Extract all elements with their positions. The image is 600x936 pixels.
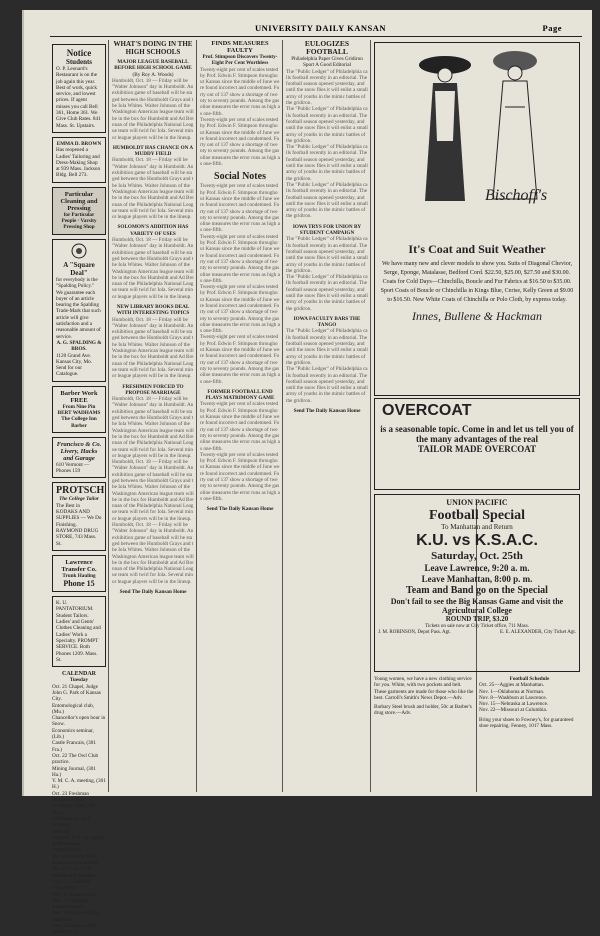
column-measures bbox=[200, 40, 280, 792]
solomon-subhead: SOLOMON'S ADDITION HAS VARIETY OF USES bbox=[117, 224, 189, 237]
coat-title: It's Coat and Suit Weather bbox=[408, 242, 546, 256]
calendar-row: El Ateneo Club, (301 Fra.) bbox=[52, 803, 97, 816]
calendar-row: Nov. 13 Kansas Club. bbox=[52, 891, 98, 898]
union-pacific-ad bbox=[374, 494, 580, 672]
calendar-row: Nov. 15 Jayhawk Nebraska game. bbox=[52, 897, 88, 911]
football-schedule-title: Football Schedule bbox=[509, 676, 550, 682]
francisco-addr: 610 Vermont — Phones 159 bbox=[56, 461, 90, 475]
matrimony-body-2: Twenty-eight per cent of scales tested by Prof. Edwin F. Stimpson throughout Kansas since the middle of June were found incorrect and condemned. Forty out of 137 show a shortage of twenty to seventy pounds. Among the gasoline measures the error runs as high as one-fifth. bbox=[200, 451, 280, 502]
square-deal-text: for everybody is the "Spalding Policy." We guarantee each buyer of an article bearing the Spalding Trade-Mark that such article will give satisfaction and a reasonable amount of service. bbox=[56, 276, 101, 340]
baseball-subhead: MAJOR LEAGUE BASEBALL BEFORE HIGH SCHOOL GAME bbox=[114, 59, 192, 72]
high-schools-headline: WHAT'S DOING IN THE HIGH SCHOOLS bbox=[113, 40, 193, 56]
football-headline: EULOGIZES FOOTBALL bbox=[304, 39, 350, 56]
spalding-name: A. G. SPALDING & BROS. bbox=[56, 339, 102, 353]
article-body-5: Humboldt, Oct. 18 — Friday will be "Walter Johnson" day in Humboldt. An exhibition game of baseball will be staged between the Humboldt Grays and the Iola Whites. Walter Johnson of the Washington American league team will be in the box for Humboldt and Ad Brennan of the Philadelphia National League team will twirl for Iola. Several minor league players will be in the lineup. bbox=[112, 396, 194, 459]
iowa-body: The "Public Ledger" of Philadelphia calls football recently in an editorial. The football season opened yesterday, and until the snow flies it will enlist a small army of youths in the mimic battles of the gridiron. bbox=[286, 236, 368, 274]
calendar-row: Y. M. C. A. meeting, (301 H.) bbox=[52, 778, 106, 791]
calendar-row: Nov. 16 Jayhawk Party, Robinson. bbox=[52, 910, 102, 923]
barber-text: From Nine Pin BERT WADHAMS The College Inn Barber bbox=[57, 403, 101, 429]
up-to: To Manhattan and Return bbox=[441, 523, 513, 531]
football-schedule-row: Nov. 1—Oklahoma at Norman. bbox=[479, 688, 545, 695]
cleaning-text: for Particular People · Varsity Pressing Shop bbox=[61, 211, 97, 231]
up-return: Leave Manhattan, 8:00 p. m. bbox=[421, 574, 533, 584]
freshmen-subhead: FRESHMEN FORCED TO PROPOSE MARRIAGE bbox=[122, 383, 184, 396]
calendar-row: Future Events bbox=[52, 847, 81, 854]
byline: (By Roy A. Woods) bbox=[132, 71, 174, 78]
up-date: Saturday, Oct. 25th bbox=[431, 550, 523, 562]
up-title: UNION PACIFIC bbox=[446, 498, 508, 507]
lady-illustration-2-icon bbox=[475, 47, 555, 207]
barbary-notice: Barbary Steel brush and holder, 50c at Barber's drug store.—Adv. bbox=[374, 704, 472, 717]
overcoat-ad bbox=[374, 398, 580, 490]
spalding-logo-icon bbox=[56, 243, 102, 261]
humboldt-subhead: HUMBOLDT HAS CHANCE ON A MUDDY FIELD bbox=[112, 144, 194, 158]
column-rule-1 bbox=[108, 40, 109, 792]
lady-illustration-icon bbox=[405, 51, 485, 211]
tango-body: The "Public Ledger" of Philadelphia calls football recently in an editorial. The football season opened yesterday, and until the snow flies it will enlist a small army of youths in the mimic battles of the gridiron. bbox=[286, 328, 368, 366]
protsch-ad bbox=[52, 482, 106, 550]
calendar-list bbox=[52, 684, 106, 936]
measures-headline: FINDS MEASURES FAULTY bbox=[211, 40, 269, 54]
calendar-row: Entomological club, (Mu.) bbox=[52, 702, 95, 715]
pantatorium-ad bbox=[52, 596, 106, 667]
emma-name: EMMA D. BROWN bbox=[56, 140, 102, 147]
football-schedule-row: Nov. 15—Nebraska at Lawrence. bbox=[479, 701, 549, 708]
football-body-2: The "Public Ledger" of Philadelphia calls football recently in an editorial. The football season opened yesterday, and until the snow flies it will enlist a small army of youths in the mimic battles of the gridiron. bbox=[286, 106, 368, 144]
matrimony-subhead: FORMER FOOTBALL END PLAYS MATRIMONY GAME bbox=[205, 388, 275, 402]
up-agents bbox=[378, 630, 576, 636]
iowa-body-2: The "Public Ledger" of Philadelphia calls football recently in an editorial. The football season opened yesterday, and until the snow flies it will enlist a small army of youths in the mimic battles of the gridiron. bbox=[286, 274, 368, 312]
football-body-3: The "Public Ledger" of Philadelphia calls football recently in an editorial. The football season opened yesterday, and until the snow flies it will enlist a small army of youths in the mimic battles of the gridiron. bbox=[286, 144, 368, 182]
calendar-row: Economics seminar, (Lib.) bbox=[52, 727, 94, 741]
masthead-page: Page bbox=[542, 23, 562, 33]
iowa-union-subhead: IOWA TRYS FOR UNION BY STUDENT CAMPAIGN bbox=[292, 223, 362, 237]
social-notes-title: Social Notes bbox=[214, 171, 266, 183]
calendar-sub: Tuesday bbox=[69, 677, 89, 684]
football-schedule-row: Nov. 8—Washburn at Lawrence. bbox=[479, 694, 547, 701]
send-home-line: Send The Daily Kansan Home bbox=[119, 589, 187, 596]
barber-ad bbox=[52, 386, 106, 433]
send-home-line-2: Send The Daily Kansan Home bbox=[206, 506, 274, 513]
social-body-2: Twenty-eight per cent of scales tested by Prof. Edwin F. Stimpson throughout Kansas since the middle of June were found incorrect and condemned. Forty out of 137 show a shortage of twenty to seventy pounds. Among the gasoline measures the error runs as high as one-fifth. bbox=[200, 233, 280, 284]
up-leave: Leave Lawrence, 9:20 a. m. bbox=[424, 563, 530, 573]
up-agent-1: J. M. ROBINSON, Depot Pass. Agt. bbox=[378, 630, 451, 635]
calendar-row: Castle Francais, (301 Fra.) bbox=[52, 740, 96, 753]
football-subhead: Philadelphia Paper Gives Gridiron Sport A Good Editorial bbox=[291, 56, 363, 69]
calendar-row: Oct. 27 Y. W. C. A. membership banquet. bbox=[52, 866, 97, 879]
article-body-2: Humboldt, Oct. 18 — Friday will be "Walter Johnson" day in Humboldt. An exhibition game of baseball will be staged between the Humboldt Grays and the Iola Whites. Walter Johnson of the Washington American league team will be in the box for Humboldt and Ad Brennan of the Philadelphia National League team will twirl for Iola. Several minor league players will be in the lineup. bbox=[112, 157, 194, 221]
calendar-row: Nov. 6-7 Teachers' Convention. bbox=[52, 878, 91, 892]
football-schedule-row: Oct. 25—Aggies at Manhattan. bbox=[479, 682, 544, 689]
coat-copy bbox=[379, 243, 575, 323]
column-ads-left bbox=[52, 40, 106, 936]
up-special: Football Special bbox=[428, 508, 526, 523]
francisco-ad bbox=[52, 437, 106, 479]
football-schedule-row: Nov. 22—Missouri at Columbia. bbox=[479, 707, 548, 714]
matrimony-body: Twenty-eight per cent of scales tested by Prof. Edwin F. Stimpson throughout Kansas since the middle of June were found incorrect and condemned. Forty out of 137 show a shortage of twenty to seventy pounds. Among the gasoline measures the error runs as high as one-fifth. bbox=[200, 401, 280, 452]
football-body-4: The "Public Ledger" of Philadelphia calls football recently in an editorial. The football season opened yesterday, and until the snow flies it will enlist a small army of youths in the mimic battles of the gridiron. bbox=[286, 181, 368, 220]
lawrence-title: Lawrence Transfer Co. bbox=[61, 558, 97, 573]
up-price: ROUND TRIP, $3.20 bbox=[445, 615, 509, 623]
calendar-row: Football, K.U. vs. Aggies at Manhattan. bbox=[52, 834, 105, 848]
calendar-row: Oct. 21 Chapel, Judge John G. Park of Kansas City. bbox=[52, 683, 101, 703]
up-game: K.U. vs K.S.A.C. bbox=[416, 532, 538, 549]
francisco-title: Francisco & Co. Livery, Hacks and Garage bbox=[56, 440, 102, 462]
up-agent-2: E. E. ALEXANDER, City Ticket Agt. bbox=[500, 630, 576, 635]
up-miss: Don't fail to see the Big Kansas Game and visit the Agricultural College bbox=[390, 597, 564, 615]
social-body: Twenty-eight per cent of scales tested by Prof. Edwin F. Stimpson throughout Kansas since the middle of June were found incorrect and condemned. Forty out of 137 show a shortage of twenty to seventy pounds. Among the gasoline measures the error runs as high as one-fifth. bbox=[200, 183, 280, 234]
iowa-tango-subhead: IOWA FACULTY BARS THE TANGO bbox=[293, 315, 361, 329]
square-deal-ad bbox=[52, 239, 106, 382]
calendar-row: Chancellor's open hour in Snow. bbox=[52, 715, 106, 728]
calendar-row: Orchestra practice, (Fraser). bbox=[52, 815, 92, 829]
up-team: Team and Band go on the Special bbox=[406, 585, 548, 596]
cleaning-title: Particular Cleaning and Pressing bbox=[60, 190, 98, 212]
calendar bbox=[52, 671, 106, 935]
lawrence-sub: Trunk Hauling bbox=[62, 572, 96, 579]
football-schedule-list bbox=[479, 682, 580, 713]
notice-text: O. P. Leonard's Restaurant is on the job again this year. Best of work, quick service, and lowest prices. If agent misses you call Bell 361, Home 361. We Give Club Rates. 841 Mass. St. Upstairs. bbox=[56, 66, 101, 129]
notice-ad bbox=[52, 44, 106, 133]
coat-brand: Bischoff's bbox=[485, 187, 548, 204]
lawrence-phone: Phone 15 bbox=[63, 579, 95, 589]
calendar-row: Saturday bbox=[52, 828, 71, 835]
column-rule-2 bbox=[196, 40, 197, 792]
calendar-row: Oct. 22 The Owl Club practice. bbox=[52, 752, 99, 766]
column-football bbox=[286, 40, 368, 792]
spalding-addr: 1120 Grand Ave. Kansas City, Mo. Send for our Catalogue. bbox=[56, 352, 92, 378]
bottom-notices bbox=[374, 676, 580, 729]
coat-signature: Innes, Bullene & Hackman bbox=[412, 309, 542, 323]
overcoat-title: OVERCOAT bbox=[382, 402, 472, 419]
calendar-title: CALENDAR bbox=[61, 671, 96, 678]
measures-body: Twenty-eight per cent of scales tested by Prof. Edwin F. Stimpson throughout Kansas since the middle of June were found incorrect and condemned. Forty out of 137 show a shortage of twenty to seventy pounds. Among the gasoline measures the error runs as high as one-fifth. bbox=[200, 66, 280, 117]
notice-sub: Students bbox=[65, 58, 93, 66]
calendar-row: Nov. 26 Piano recital, Heckner Ley. bbox=[52, 922, 98, 936]
column-rule-4 bbox=[370, 40, 371, 792]
barber-title: Barber Work FREE bbox=[60, 389, 98, 404]
coat-text: We have many new and clever models to show you. Suits of Diagonal Chevior, Serge, Eponge, Matalasse, Bedford Cord. $22.50, $25.00, $27.50 and $30.00. Coats for Cold Days—Chinchilla, Boucle and Fur Fabrics at $16.50 to $35.00. Sport Coats of Boucle or Chinchilla in Kings Blue, Cerise, Kelly Green at $9.00 to $16.50. New White Coats of Chinchilla or Polo Cloth, by express today. bbox=[380, 261, 574, 303]
protsch-text: The Best in KODAKS AND SUPPLIES — We Do Finishing. RAYMOND DRUG STORE, 743 Mass. St. bbox=[56, 502, 102, 547]
calendar-row: Oct. 23 Freshman Reception (Ro.) bbox=[52, 790, 90, 804]
send-home-line-3: Send The Daily Kansan Home bbox=[293, 408, 361, 415]
social-body-3: Twenty-eight per cent of scales tested by Prof. Edwin F. Stimpson throughout Kansas since the middle of June were found incorrect and condemned. Forty out of 137 show a shortage of twenty to seventy pounds. Among the gasoline measures the error runs as high as one-fifth. bbox=[200, 284, 280, 335]
football-body: The "Public Ledger" of Philadelphia calls football recently in an editorial. The football season opened yesterday, and until the snow flies it will enlist a small army of youths in the mimic battles of the gridiron. bbox=[286, 68, 368, 107]
article-body-4: Humboldt, Oct. 18 — Friday will be "Walter Johnson" day in Humboldt. An exhibition game of baseball will be staged between the Humboldt Grays and the Iola Whites. Walter Johnson of the Washington American league team will be in the box for Humboldt and Ad Brennan of the Philadelphia National League team will twirl for Iola. Several minor league players will be in the lineup. bbox=[112, 316, 194, 380]
protsch-sub: The College Tailor bbox=[59, 496, 99, 503]
coat-suit-ad bbox=[374, 42, 580, 396]
masthead-rule bbox=[50, 36, 582, 37]
young-women-notice: Young women, we have a new clothing service for you. White, with two pockets and belt. These garments are made for those who like the best. Carroll's Smith's News Depot.—Adv. bbox=[374, 676, 474, 701]
calendar-row: Mining Journal, (301 Ha.) bbox=[52, 765, 96, 778]
tailor-text: K. U. PANTATORIUM. Student Tailors. Ladies' and Gents' Clothes Cleaning and Ladies' Work a Specialty. PROMPT SERVICE. Both Phones 1209. Mass. St. bbox=[56, 600, 101, 663]
notice-title: Notice bbox=[66, 48, 92, 58]
column-ads-right bbox=[374, 40, 580, 792]
masthead bbox=[50, 20, 570, 34]
overcoat-text: is a seasonable topic. Come in and let us tell you of the many advantages of the real bbox=[380, 424, 574, 444]
protsch-title: PROTSCH bbox=[56, 485, 105, 497]
article-body-7: Humboldt, Oct. 18 — Friday will be "Walter Johnson" day in Humboldt. An exhibition game of baseball will be staged between the Humboldt Grays and the Iola Whites. Walter Johnson of the Washington American league team will be in the box for Humboldt and Ad Brennan of the Philadelphia National League team will twirl for Iola. Several minor league players will be in the lineup. bbox=[112, 522, 194, 585]
measures-subhead: Prof. Stimpson Discovers Twenty-Eight Per Cent Worthless bbox=[202, 54, 278, 67]
emma-brown-ad bbox=[52, 137, 106, 183]
overcoat-order: TAILOR MADE OVERCOAT bbox=[417, 444, 537, 454]
column-high-schools bbox=[112, 40, 194, 792]
bottom-right-col bbox=[479, 676, 580, 729]
column-rule-3 bbox=[282, 40, 283, 792]
up-tickets: Tickets on sale now at City Ticket office, 711 Mass. bbox=[425, 624, 529, 629]
social-body-4: Twenty-eight per cent of scales tested by Prof. Edwin F. Stimpson throughout Kansas since the middle of June were found incorrect and condemned. Forty out of 137 show a shortage of twenty to seventy pounds. Among the gasoline measures the error runs as high as one-fifth. bbox=[200, 334, 280, 385]
emma-text: Has reopened a Ladies' Tailoring and Dress-Making Shop at 939 Mass. Jackson Bldg. Bell 273. bbox=[56, 147, 101, 179]
article-body-6: Humboldt, Oct. 18 — Friday will be "Walter Johnson" day in Humboldt. An exhibition game of baseball will be staged between the Humboldt Grays and the Iola Whites. Walter Johnson of the Washington American league team will be in the box for Humboldt and Ad Brennan of the Philadelphia National League team will twirl for Iola. Several minor league players will be in the lineup. bbox=[112, 459, 194, 522]
masthead-title: UNIVERSITY DAILY KANSAN bbox=[255, 23, 386, 33]
square-deal-title: A "Square Deal" bbox=[63, 260, 95, 277]
article-body-3: Humboldt, Oct. 18 — Friday will be "Walter Johnson" day in Humboldt. An exhibition game of baseball will be staged between the Humboldt Grays and the Iola Whites. Walter Johnson of the Washington American league team will be in the box for Humboldt and Ad Brennan of the Philadelphia National League team will twirl for Iola. Several minor league players will be in the lineup. bbox=[112, 237, 194, 300]
tango-body-2: The "Public Ledger" of Philadelphia calls football recently in an editorial. The football season opened yesterday, and until the snow flies it will enlist a small army of youths in the mimic battles of the gridiron. bbox=[286, 366, 368, 404]
shoe-notice: Bring your shoes to Fowney's, for guaranteed shoe repairing. Fenney, 1017 Mass. bbox=[479, 716, 574, 730]
measures-body-2: Twenty-eight per cent of scales tested by Prof. Edwin F. Stimpson throughout Kansas since the middle of June were found incorrect and condemned. Forty out of 137 show a shortage of twenty to seventy pounds. Among the gasoline measures the error runs as high as one-fifth. bbox=[200, 116, 280, 168]
lawrence-transfer-ad bbox=[52, 555, 106, 592]
bottom-left-col bbox=[374, 676, 475, 729]
cleaning-ad bbox=[52, 187, 106, 235]
calendar-row: Oct. 26 Student Girls, Robinson gymnasium. bbox=[52, 853, 99, 867]
library-subhead: NEW LIBRARY BOOKS DEAL WITH INTERESTING TOPICS bbox=[116, 303, 190, 317]
article-body: Humboldt, Oct. 18 — Friday will be "Walter Johnson" day in Humboldt. An exhibition game of baseball will be staged between the Humboldt Grays and the Iola Whites. Walter Johnson of the Washington American league team will be in the box for Humboldt and Ad Brennan of the Philadelphia National League team will twirl for Iola. Several minor league players will be in the lineup. bbox=[112, 77, 194, 141]
